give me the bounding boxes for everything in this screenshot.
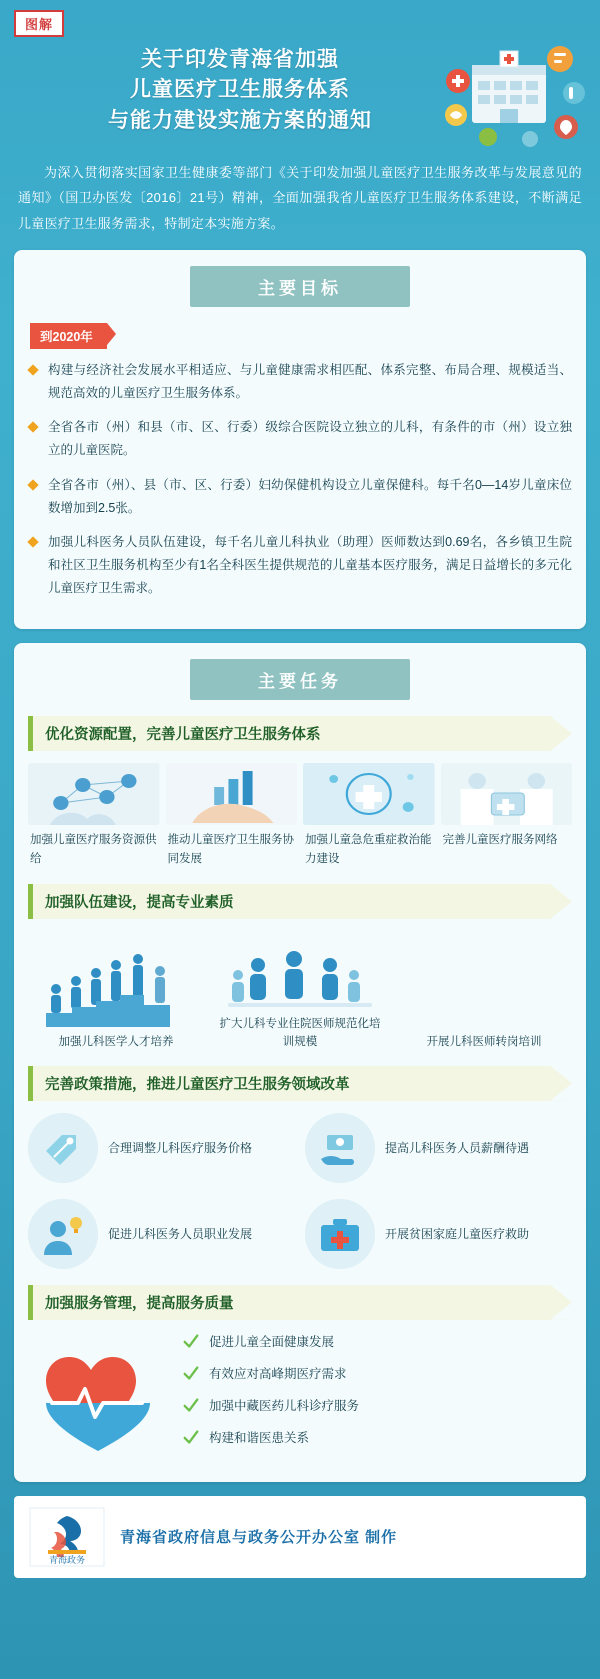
task-item	[396, 949, 572, 1051]
task-caption: 促进儿科医务人员职业发展	[108, 1226, 253, 1241]
task-item	[28, 1113, 295, 1183]
task-block-2-grid	[28, 931, 572, 1052]
task-item	[28, 1199, 295, 1269]
goals-list	[28, 359, 572, 600]
medical-cross-circle-icon	[303, 763, 435, 825]
diamond-bullet-icon	[27, 479, 38, 490]
goal-item	[28, 531, 572, 600]
task-block-1-heading: 优化资源配置，完善儿童医疗卫生服务体系	[28, 716, 572, 751]
tasks-banner: 主要任务	[190, 659, 410, 700]
task-caption: 加强儿童医疗服务资源供给	[30, 834, 157, 865]
goal-item	[28, 416, 572, 462]
badge-container	[0, 0, 600, 37]
price-tag-icon	[28, 1113, 98, 1183]
check-label: 构建和谐医患关系	[209, 1430, 310, 1445]
goal-text: 全省各市（州）和县（市、区、行委）级综合医院设立独立的儿科，有条件的市（州）设立独立的儿童医院。	[48, 420, 572, 458]
logo-text: 青海政务	[48, 1554, 86, 1565]
check-list-item	[182, 1396, 572, 1414]
year-tag: 到2020年	[30, 323, 107, 349]
task-item	[441, 763, 573, 868]
goal-text: 加强儿科医务人员队伍建设，每千名儿童儿科执业（助理）医师数达到0.69名，各乡镇卫生院和社区卫生服务机构至少有1名全科医生提供规范的儿童基本医疗服务，满足日益增长的多元化儿童医疗卫生需求。	[48, 534, 572, 596]
hand-money-icon	[305, 1113, 375, 1183]
checklist	[182, 1332, 572, 1460]
tasks-card	[14, 643, 586, 1482]
diamond-bullet-icon	[27, 536, 38, 547]
task-block-4-heading: 加强服务管理，提高服务质量	[28, 1285, 572, 1320]
check-list-item	[182, 1364, 572, 1382]
goal-text: 构建与经济社会发展水平相适应、与儿童健康需求相匹配、体系完整、布局合理、规模适当、规范高效的儿童医疗卫生服务体系。	[48, 363, 572, 401]
task-caption: 合理调整儿科医疗服务价格	[108, 1140, 253, 1155]
task-item	[305, 1113, 572, 1183]
task-caption: 开展儿科医师转岗培训	[426, 1036, 542, 1049]
task-caption: 加强儿科医学人才培养	[58, 1036, 174, 1049]
task-item	[166, 763, 298, 868]
doctor-tablet-icon	[441, 763, 573, 825]
diamond-bullet-icon	[27, 422, 38, 433]
goal-text: 全省各市（州）、县（市、区、行委）妇幼保健机构设立儿童保健科。每千名0—14岁儿童床位数增加到2.5张。	[48, 477, 572, 515]
crowd-stairs-icon	[28, 949, 204, 1027]
check-list-item	[182, 1428, 572, 1446]
task-item	[303, 763, 435, 868]
page-title-line-2: 儿童医疗卫生服务体系	[130, 78, 350, 102]
task-block-2-heading: 加强队伍建设，提高专业素质	[28, 884, 572, 919]
task-item	[28, 763, 160, 868]
tuji-badge: 图解	[14, 10, 64, 37]
check-list-item	[182, 1332, 572, 1350]
task-caption: 推动儿童医疗卫生服务协同发展	[167, 834, 294, 865]
task-caption: 加强儿童急危重症救治能力建设	[305, 834, 432, 865]
check-label: 促进儿童全面健康发展	[209, 1334, 335, 1349]
intro-paragraph: 为深入贯彻落实国家卫生健康委等部门《关于印发加强儿童医疗卫生服务改革与发展意见的通知》（国卫办医发〔2016〕21号）精神，全面加强我省儿童医疗卫生服务体系建设，不断满足儿童医疗卫生服务需求，特制定本实施方案。	[18, 165, 582, 231]
task-caption: 扩大儿科专业住院医师规范化培训规模	[219, 1017, 381, 1049]
page-title	[20, 45, 460, 136]
page-title-line-3: 与能力建设实施方案的通知	[108, 108, 372, 132]
heartbeat-icon	[28, 1341, 168, 1451]
footer-text: 青海省政府信息与政务公开办公室 制作	[120, 1529, 398, 1547]
footer-bar	[14, 1496, 586, 1578]
first-aid-kit-icon	[305, 1199, 375, 1269]
check-icon	[182, 1364, 200, 1382]
check-label: 加强中藏医药儿科诊疗服务	[209, 1398, 360, 1413]
goals-card	[14, 250, 586, 629]
task-block-3-heading: 完善政策措施，推进儿童医疗卫生服务领域改革	[28, 1066, 572, 1101]
task-item	[28, 949, 204, 1051]
task-row	[28, 1199, 572, 1269]
task-row	[28, 1113, 572, 1183]
check-icon	[182, 1428, 200, 1446]
check-icon	[182, 1332, 200, 1350]
page-title-line-1: 关于印发青海省加强	[141, 48, 339, 71]
task-caption: 开展贫困家庭儿童医疗救助	[385, 1226, 530, 1241]
task-item	[212, 931, 388, 1052]
task-block-4-grid	[28, 1332, 572, 1460]
task-caption: 完善儿童医疗服务网络	[442, 834, 558, 847]
task-caption: 提高儿科医务人员薪酬待遇	[385, 1140, 530, 1155]
network-hands-icon	[28, 763, 160, 825]
task-item	[305, 1199, 572, 1269]
goal-item	[28, 474, 572, 520]
check-label: 有效应对高峰期医疗需求	[209, 1366, 347, 1381]
diamond-bullet-icon	[27, 364, 38, 375]
title-area	[0, 37, 600, 152]
task-block-1-grid	[28, 763, 572, 868]
hospital-illustration-icon	[434, 37, 594, 155]
qinghai-government-logo	[28, 1506, 106, 1568]
check-icon	[182, 1396, 200, 1414]
hand-bars-icon	[166, 763, 298, 825]
task-block-3-grid	[28, 1113, 572, 1269]
person-idea-icon	[28, 1199, 98, 1269]
people-group-icon	[212, 931, 388, 1009]
goals-banner: 主要目标	[190, 266, 410, 307]
goal-item	[28, 359, 572, 405]
training-icon	[396, 949, 572, 1027]
